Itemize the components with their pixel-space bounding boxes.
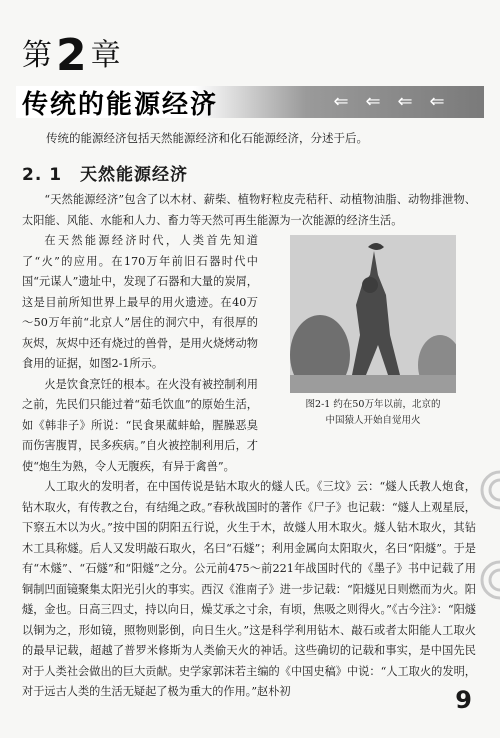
chapter-title: 传统的能源经济 bbox=[22, 90, 219, 120]
figure bbox=[270, 235, 476, 451]
statue-photo bbox=[290, 235, 456, 393]
arrow-left-icon: ⇐ bbox=[365, 91, 381, 112]
page-edge-ornament bbox=[478, 430, 500, 650]
arrow-left-icon: ⇐ bbox=[429, 91, 445, 112]
chapter-suffix: 章 bbox=[90, 38, 123, 73]
section-heading bbox=[22, 160, 188, 185]
paragraph: “天然能源经济”包含了以木材、薪柴、植物籽粒皮壳秸秆、动植物油脂、动物排泄物、太阳能、风能、水能和人力、畜力等天然可再生能源为一次能源的经济生活。 bbox=[22, 193, 476, 227]
statue-illustration bbox=[290, 235, 456, 393]
decorative-arrows bbox=[330, 92, 448, 112]
paragraph: 在天然能源经济时代，人类首先知道了“火”的应用。在170万年前旧石器时代中国“元谋人”遗址中，发现了石器和大量的炭屑，这是目前所知世界上最早的用火遗迹。在40万～50万年前“北京人”居住的洞穴中，有很厚的灰烬，灰烬中还有烧过的兽骨，是用火烧烤动物食用的证据，如图2-1所示。 bbox=[22, 234, 258, 370]
chapter-intro: 传统的能源经济包括天然能源经济和化石能源经济，分述于后。 bbox=[46, 131, 368, 145]
arrow-left-icon: ⇐ bbox=[397, 91, 413, 112]
chapter-number: 2 bbox=[56, 30, 89, 81]
section-number: 2. 1 bbox=[22, 165, 63, 185]
chapter-prefix: 第 bbox=[22, 38, 54, 73]
chapter-label bbox=[22, 30, 123, 81]
caption-line-1: 图2-1 约在50万年以前，北京的 bbox=[305, 399, 441, 410]
arrow-left-icon: ⇐ bbox=[333, 91, 349, 112]
body-text bbox=[22, 190, 476, 703]
page-number: 9 bbox=[455, 686, 472, 714]
paragraph: 火是饮食烹饪的根本。在火没有被控制利用之前，先民们只能过着“茹毛饮血”的原始生活，如《韩非子》所说：“民食果蓏蚌蛤，腥臊恶臭而伤害腹胃，民多疾病。”自火被控制利用后，才使“炮生为熟，令人无腹疾，有异于禽兽”。 bbox=[22, 377, 258, 473]
figure-caption bbox=[270, 397, 476, 429]
caption-line-2: 中国猿人开始自觉用火 bbox=[325, 415, 421, 426]
section-title: 天然能源经济 bbox=[80, 165, 189, 185]
paragraph: 人工取火的发明者，在中国传说是钻木取火的燧人氏。《三坟》云：“燧人氏教人炮食，钻木取火，有传教之台，有结绳之政。”春秋战国时的著作《尸子》也记载：“燧人上观星辰，下察五木以为火。”按中国的阴阳五行说，火生于木，故燧人用木取火。燧人钻木取火，其钻木工具称燧。后人又发明敲石取火，名曰“石燧”；利用金属向太阳取火，名曰“阳燧”。于是有“木燧”、“石燧”和“阳燧”之分。公元前475～前221年战国时代的《墨子》书中记载了用铜制凹面镜聚集太阳光引火的事实。西汉《淮南子》进一步记载：“阳燧见日则燃而为火。阳燧，金也。日高三四丈，持以向日，燥艾承之寸余，有顷，焦吸之则得火。”《古今注》：“阳燧以铜为之，形如镜，照物则影倒，向日生火。”这是科学利用钻木、敲石或者太阳能人工取火的最早记载，超越了普罗米修斯为人类偷天火的神话。这些确切的记载和事实，是中国先民对于人类社会做出的巨大贡献。史学家郭沫若主编的《中国史稿》中说：“人工取火的发明，对于远古人类的生活无疑起了极为重大的作用。”赵朴初 bbox=[22, 480, 476, 698]
